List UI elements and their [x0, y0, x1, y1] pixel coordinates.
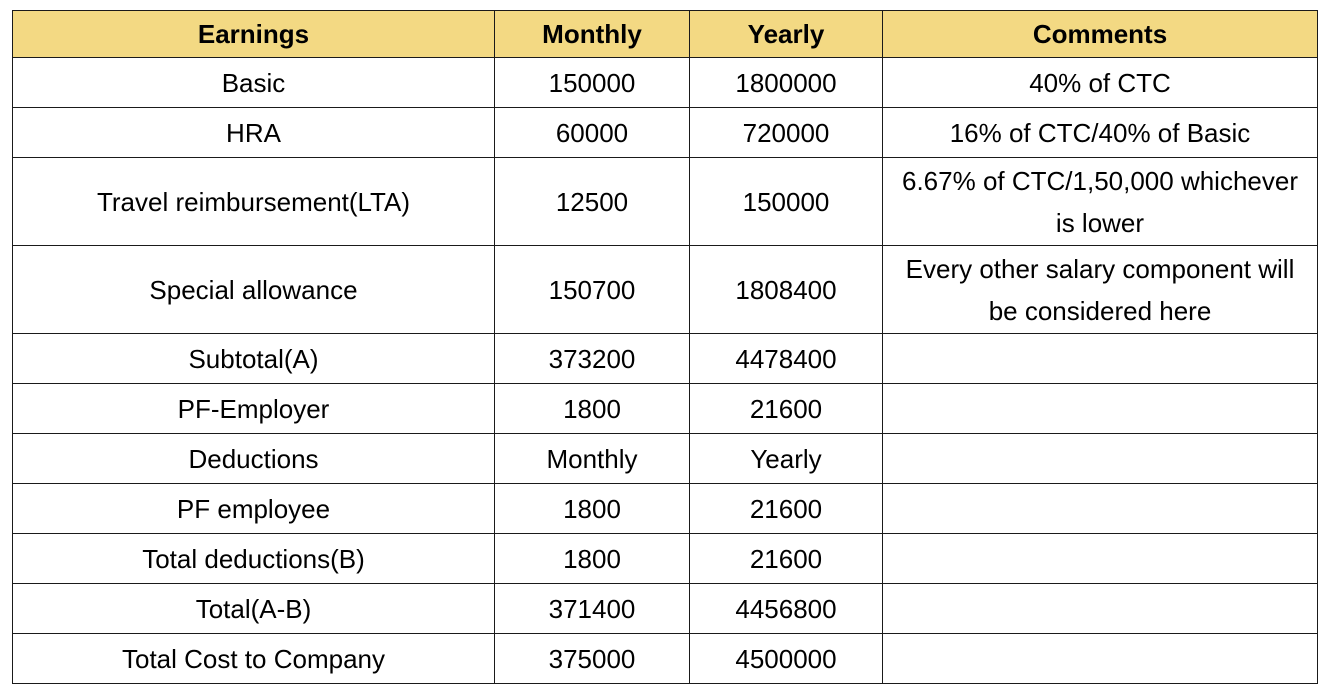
salary-breakdown-table — [12, 10, 1318, 684]
header-monthly: Monthly — [495, 11, 690, 58]
table-row — [13, 384, 1318, 434]
row-yearly: 4500000 — [690, 634, 883, 684]
row-yearly: 21600 — [690, 384, 883, 434]
row-label: Travel reimbursement(LTA) — [13, 158, 495, 246]
row-yearly: 21600 — [690, 484, 883, 534]
row-comment — [883, 584, 1318, 634]
row-label: Total Cost to Company — [13, 634, 495, 684]
row-label: Special allowance — [13, 246, 495, 334]
table-row — [13, 434, 1318, 484]
header-row — [13, 11, 1318, 58]
table-body — [13, 58, 1318, 684]
row-comment: 40% of CTC — [883, 58, 1318, 108]
row-monthly: 1800 — [495, 534, 690, 584]
table-row — [13, 334, 1318, 384]
row-monthly: 150700 — [495, 246, 690, 334]
row-comment — [883, 634, 1318, 684]
row-comment: 16% of CTC/40% of Basic — [883, 108, 1318, 158]
row-monthly: 1800 — [495, 484, 690, 534]
row-comment — [883, 484, 1318, 534]
row-label: Total deductions(B) — [13, 534, 495, 584]
table-row — [13, 634, 1318, 684]
row-yearly: 150000 — [690, 158, 883, 246]
row-monthly: 373200 — [495, 334, 690, 384]
row-monthly: 375000 — [495, 634, 690, 684]
row-comment — [883, 334, 1318, 384]
table-row — [13, 246, 1318, 334]
row-yearly: Yearly — [690, 434, 883, 484]
row-monthly: Monthly — [495, 434, 690, 484]
row-monthly: 1800 — [495, 384, 690, 434]
row-comment — [883, 384, 1318, 434]
header-earnings: Earnings — [13, 11, 495, 58]
table-row — [13, 108, 1318, 158]
row-label: Subtotal(A) — [13, 334, 495, 384]
table-row — [13, 158, 1318, 246]
row-comment — [883, 434, 1318, 484]
row-yearly: 720000 — [690, 108, 883, 158]
row-comment — [883, 534, 1318, 584]
table-header — [13, 11, 1318, 58]
table-row — [13, 534, 1318, 584]
row-monthly: 150000 — [495, 58, 690, 108]
row-label: Basic — [13, 58, 495, 108]
header-comments: Comments — [883, 11, 1318, 58]
row-yearly: 1800000 — [690, 58, 883, 108]
row-label: HRA — [13, 108, 495, 158]
row-comment: Every other salary component will be considered here — [883, 246, 1318, 334]
table-row — [13, 584, 1318, 634]
row-yearly: 21600 — [690, 534, 883, 584]
table-row — [13, 484, 1318, 534]
row-monthly: 60000 — [495, 108, 690, 158]
row-label: PF-Employer — [13, 384, 495, 434]
row-comment: 6.67% of CTC/1,50,000 whichever is lower — [883, 158, 1318, 246]
row-monthly: 12500 — [495, 158, 690, 246]
row-yearly: 4456800 — [690, 584, 883, 634]
row-label: Total(A-B) — [13, 584, 495, 634]
table-row — [13, 58, 1318, 108]
header-yearly: Yearly — [690, 11, 883, 58]
row-label: Deductions — [13, 434, 495, 484]
row-yearly: 4478400 — [690, 334, 883, 384]
row-monthly: 371400 — [495, 584, 690, 634]
row-yearly: 1808400 — [690, 246, 883, 334]
row-label: PF employee — [13, 484, 495, 534]
